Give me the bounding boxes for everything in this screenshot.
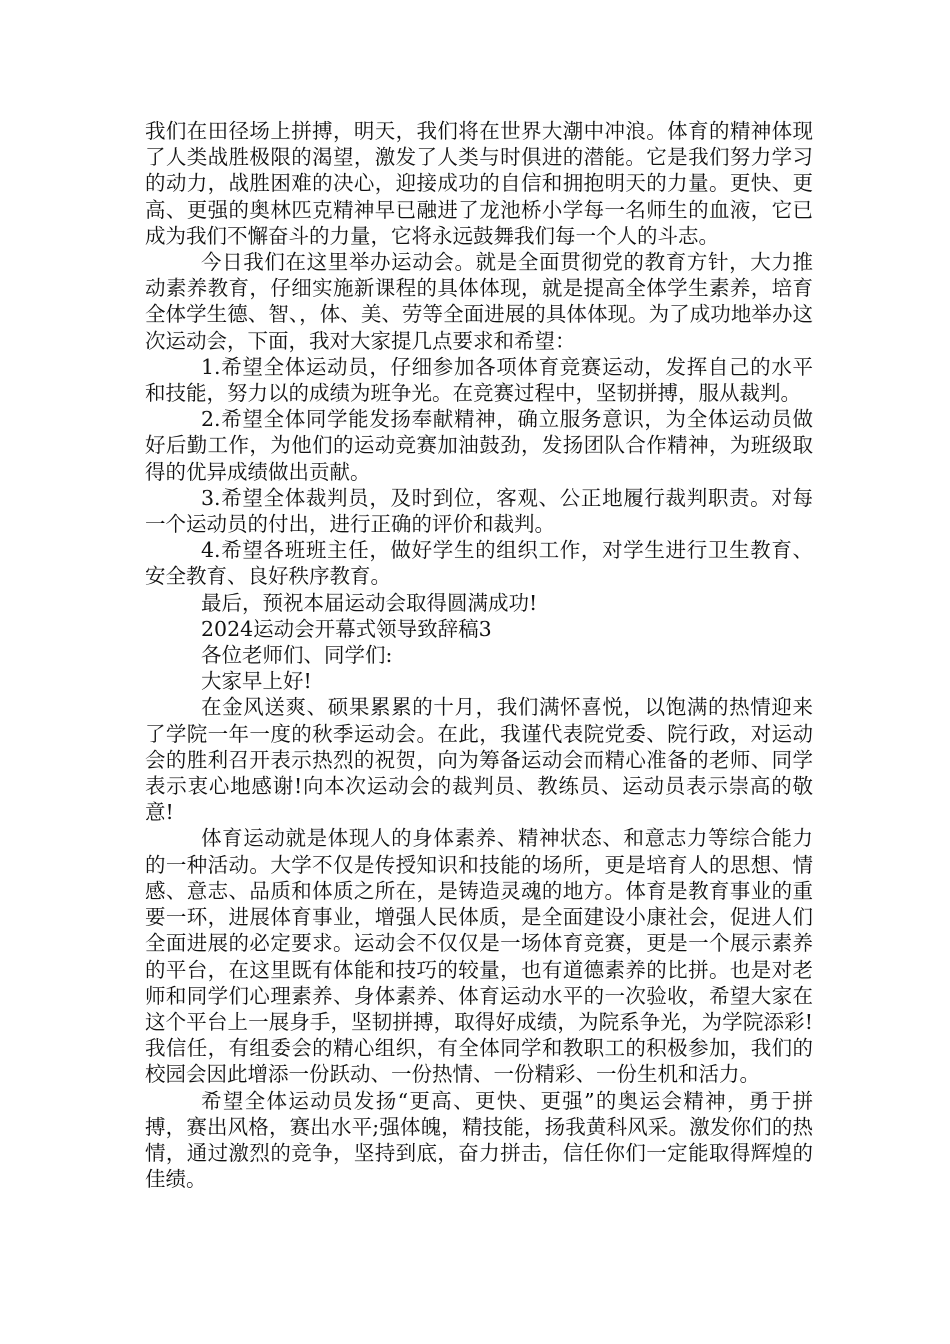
paragraph-opening: 在金风送爽、硕果累累的十月，我们满怀喜悦，以饱满的热情迎来了学院一年一度的秋季运动会。在此，我谨代表院党委、院行政，对运动会的胜利召开表示热烈的祝贺，向为筹备运动会而精心准备的老师、同学表示衷心地感谢!向本次运动会的裁判员、教练员、运动员表示崇高的敬意! [145,695,813,825]
salutation: 各位老师们、同学们: [201,643,393,668]
requirement-item-1: 1.希望全体运动员，仔细参加各项体育竞赛运动，发挥自己的水平和技能，努力以的成绩为班争光。在竞赛过程中，坚韧拼搏，服从裁判。 [145,354,813,406]
requirement-item-3: 3.希望全体裁判员，及时到位，客观、公正地履行裁判职责。对每一个运动员的付出，进行正确的评价和裁判。 [145,485,813,537]
paragraph-sports-meaning: 体育运动就是体现人的身体素养、精神状态、和意志力等综合能力的一种活动。大学不仅是传授知识和技能的场所，更是培育人的思想、情感、意志、品质和体质之所在，是铸造灵魂的地方。体育是教育事业的重要一环，进展体育事业，增强人民体质，是全面建设小康社会，促进人们全面进展的必定要求。运动会不仅仅是一场体育竞赛，更是一个展示素养的平台，在这里既有体能和技巧的较量，也有道德素养的比拼。也是对老师和同学们心理素养、身体素养、体育运动水平的一次验收，希望大家在这个平台上一展身手，坚韧拼搏，取得好成绩，为院系争光，为学院添彩!我信任，有组委会的精心组织，有全体同学和教职工的积极参加，我们的校园会因此增添一份跃动、一份热情、一份精彩、一份生机和活力。 [145,826,813,1087]
section-heading: 2024运动会开幕式领导致辞稿3 [201,616,492,641]
document-body [145,118,813,1192]
paragraph-1: 我们在田径场上拼搏，明天，我们将在世界大潮中冲浪。体育的精神体现了人类战胜极限的渴望，激发了人类与时俱进的潜能。它是我们努力学习的动力，战胜困难的决心，迎接成功的自信和拥抱明天的力量。更快、更高、更强的奥林匹克精神早已融进了龙池桥小学每一名师生的血液，它已成为我们不懈奋斗的力量，它将永远鼓舞我们每一个人的斗志。 [145,119,813,248]
greeting: 大家早上好! [201,669,312,694]
paragraph-2: 今日我们在这里举办运动会。就是全面贯彻党的教育方针，大力推动素养教育，仔细实施新课程的具体体现，就是提高全体学生素养，培育全体学生德、智、，体、美、劳等全面进展的具体体现。为了成功地举办这次运动会，下面，我对大家提几点要求和希望： [145,250,813,353]
requirement-item-4: 4.希望各班班主任，做好学生的组织工作，对学生进行卫生教育、安全教育、良好秩序教育。 [145,538,813,589]
paragraph-athletes-hope: 希望全体运动员发扬“更高、更快、更强”的奥运会精神，勇于拼搏，赛出风格，赛出水平;强体魄，精技能，扬我黄科风采。激发你们的热情，通过激烈的竞争，坚持到底，奋力拼击，信任你们一定能取得辉煌的佳绩。 [145,1088,813,1192]
closing-wish: 最后，预祝本届运动会取得圆满成功! [201,590,538,615]
requirement-item-2: 2.希望全体同学能发扬奉献精神，确立服务意识，为全体运动员做好后勤工作，为他们的运动竞赛加油鼓劲，发扬团队合作精神，为班级取得的优异成绩做出贡献。 [145,407,813,484]
